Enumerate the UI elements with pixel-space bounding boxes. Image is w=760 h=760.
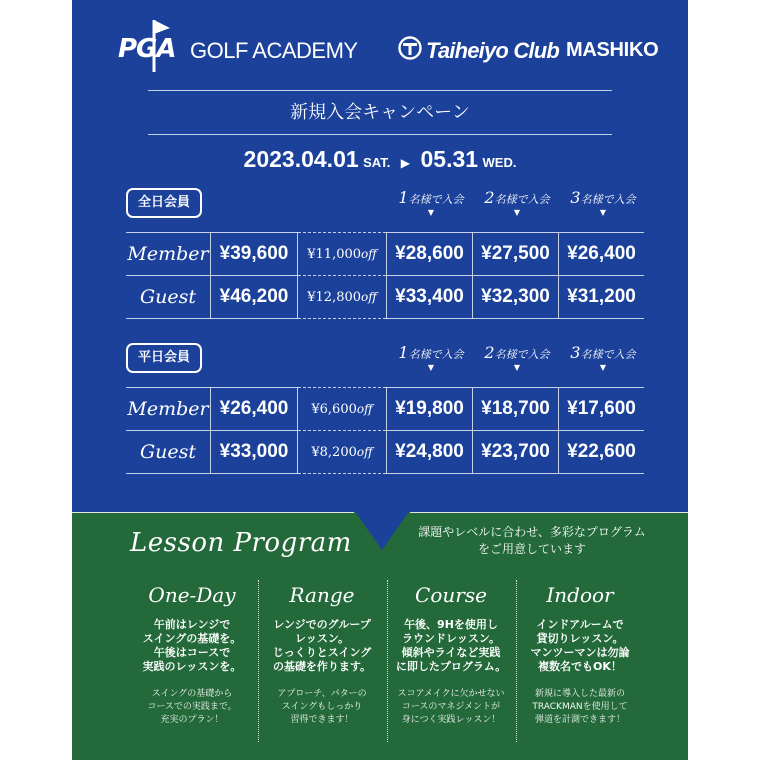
price-2-persons: ¥23,700 [473,431,559,474]
regular-price: ¥33,000 [211,431,298,474]
program-course [387,578,515,750]
taiheiyo-club-mark-icon [398,36,422,60]
lesson-program-title: Lesson Program [130,528,352,558]
program-name: One-Day [148,583,236,607]
program-name: Course [415,583,487,607]
price-3-persons: ¥17,600 [559,388,645,431]
plan-badge: 平日会員 [126,343,202,373]
regular-price: ¥39,600 [211,233,298,276]
price-label-3: 3名様で入会 ▼ [560,188,646,217]
price-label-2: 2名様で入会 ▼ [474,343,560,372]
price-label-1: 1名様で入会 ▼ [388,343,474,372]
taiheiyo-club-logo: Taiheiyo Club [426,38,560,63]
triangle-down-icon: ▼ [513,363,521,372]
table-row [126,388,644,431]
arrow-right-icon: ▶ [400,156,411,170]
campaign-title: 新規入会キャンペーン [290,102,470,123]
price-3-persons: ¥26,400 [559,233,645,276]
golf-academy-logo: GOLF ACADEMY [190,38,358,63]
title-rule-top [148,90,612,91]
member-type: Member [126,233,211,276]
price-1-person: ¥19,800 [387,388,473,431]
triangle-down-icon: ▼ [599,208,607,217]
discount-amount: ¥11,000off [298,233,387,276]
campaign-flyer [72,0,688,760]
price-3-persons: ¥22,600 [559,431,645,474]
price-table [126,387,644,474]
intro-line: をご用意しています [477,542,586,556]
program-description: インドアルームで 貸切りレッスン。 マンツーマンは勿論 複数名でもOK！ [530,618,630,673]
divider-line [410,512,688,513]
discount-amount: ¥6,600off [298,388,387,431]
price-label-1: 1名様で入会 ▼ [388,188,474,217]
member-type: Member [126,388,211,431]
table-row [126,431,644,474]
start-day: SAT. [363,155,391,170]
triangle-down-icon: ▼ [599,363,607,372]
price-3-persons: ¥31,200 [559,276,645,319]
end-day: WED. [482,155,517,170]
lesson-intro [402,524,662,558]
triangle-down-icon: ▼ [427,208,435,217]
plan-all-day [126,188,646,318]
title-rule-bottom [148,134,612,135]
member-type: Guest [126,431,211,474]
price-label-3: 3名様で入会 ▼ [560,343,646,372]
member-type: Guest [126,276,211,319]
price-1-person: ¥24,800 [387,431,473,474]
divider-line [72,512,354,513]
program-note: スイングの基礎から コースでの実践まで。 充実のプラン！ [147,689,237,725]
price-label-2: 2名様で入会 ▼ [474,188,560,217]
price-2-persons: ¥27,500 [473,233,559,276]
price-1-person: ¥28,600 [387,233,473,276]
mashiko-logo: MASHIKO [566,39,659,61]
table-row [126,233,644,276]
program-one-day [128,578,256,750]
pga-logo: PGA [118,34,176,64]
regular-price: ¥26,400 [211,388,298,431]
program-indoor [516,578,644,750]
triangle-down-icon: ▼ [513,208,521,217]
plan-weekday [126,343,646,473]
intro-line: 課題やレベルに合わせ、多彩なプログラム [418,525,646,539]
program-name: Indoor [546,583,614,607]
program-note: 新規に導入した最新の TRACKMANを使用して 弾道を計測できます！ [532,689,628,725]
program-description: 午後、9Hを使用し ラウンドレッスン。 傾斜やライなど実践 に即したプログラム。 [395,618,507,673]
end-date: 05.31 [420,146,479,172]
plan-badge: 全日会員 [126,188,202,218]
program-description: 午前はレンジで スイングの基礎を。 午後はコースで 実践のレッスンを。 [142,618,242,673]
program-name: Range [289,583,355,607]
program-description: レンジでのグループ レッスン。 じっくりとスイング の基礎を作ります。 [272,618,372,673]
discount-amount: ¥8,200off [298,431,387,474]
program-note: スコアメイクに欠かせない コースのマネジメントが 身につく実践レッスン！ [397,689,505,725]
price-2-persons: ¥32,300 [473,276,559,319]
table-row [126,276,644,319]
campaign-period [72,146,688,173]
start-date: 2023.04.01 [243,146,359,172]
program-range [258,578,386,750]
triangle-down-icon: ▼ [427,363,435,372]
logo-row [72,18,688,80]
price-2-persons: ¥18,700 [473,388,559,431]
discount-amount: ¥12,800off [298,276,387,319]
price-1-person: ¥33,400 [387,276,473,319]
price-table [126,232,644,319]
regular-price: ¥46,200 [211,276,298,319]
program-note: アプローチ、パターの スイングもしっかり 習得できます！ [277,689,367,725]
